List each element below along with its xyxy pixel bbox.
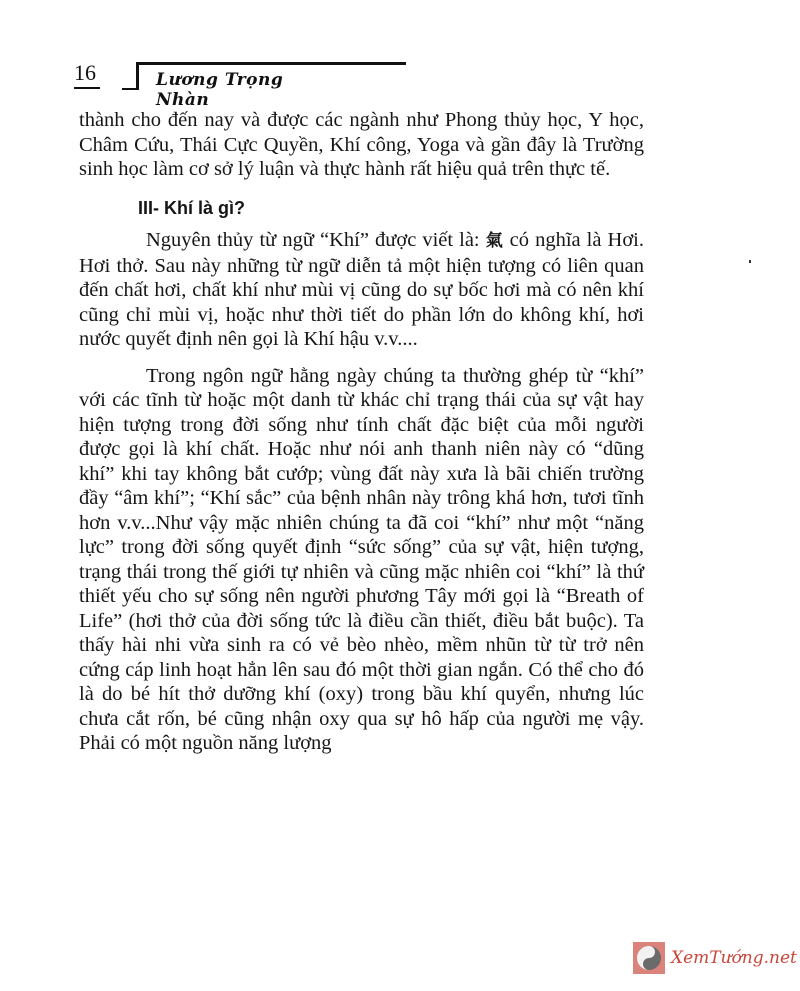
- watermark-logo: [633, 940, 797, 976]
- header-rule-bottom: [122, 88, 136, 90]
- chinese-character-khi: 氣: [485, 231, 504, 251]
- scan-speck: [749, 260, 751, 263]
- header-rule-top: [136, 62, 406, 65]
- header-rule-vertical: [136, 64, 139, 90]
- page-header: [74, 52, 334, 110]
- paragraph-text: có nghĩa là Hơi. Hơi thở. Sau này những từ ngữ diễn tả một hiện tượng có liên quan đến chất hơi, chất khí như mùi vị cũng do sự bốc hơi mà có nên khí cũng chỉ mùi vị, hoặc như thời tiết do phần lớn do không khí, hơi nước quyết định nên gọi là Khí hậu v.v....: [79, 229, 644, 350]
- page-body: [79, 108, 644, 756]
- section-heading: III- Khí là gì?: [138, 197, 245, 218]
- paragraph-continuation: thành cho đến nay và được các ngành như Phong thủy học, Y học, Châm Cứu, Thái Cực Quyền, Khí công, Yoga và gần đây là Trường sinh học làm cơ sở lý luận và thực hành rất hiệu quả trên thực tế.: [79, 109, 644, 180]
- paragraph-khi-origin: [79, 228, 644, 352]
- watermark-text: XemTướng.net: [671, 948, 797, 968]
- page-number-underline: [74, 87, 100, 89]
- page-number: 16: [74, 60, 96, 85]
- running-head-author: Lương Trọng Nhàn: [156, 70, 284, 110]
- paragraph-text: Nguyên thủy từ ngữ “Khí” được viết là:: [146, 229, 486, 251]
- yin-yang-icon: [633, 942, 665, 974]
- paragraph-khi-usage: Trong ngôn ngữ hằng ngày chúng ta thường ghép từ “khí” với các tĩnh từ hoặc một danh từ khác chỉ trạng thái của sự vật hay hiện tượng trong đời sống như tính chất đặc biệt của mỗi người được gọi là khí chất. Hoặc như nói anh thanh niên này có “dũng khí” khi tay không bắt cướp; vùng đất này xưa là bãi chiến trường đầy “âm khí”; “Khí sắc” của bệnh nhân này trông khá hơn, tươi tĩnh hơn v.v...Như vậy mặc nhiên chúng ta đã coi “khí” như một “năng lực” trong đời sống quyết định “sức sống” của sự vật, hiện tượng, trạng thái trong thế giới tự nhiên và cũng mặc nhiên coi “khí” là thứ thiết yếu cho sự sống nên người phương Tây mới gọi là “Breath of Life” (hơi thở của đời sống tức là điều cần thiết, điều bắt buộc). Ta thấy hài nhi vừa sinh ra có vẻ bèo nhèo, mềm nhũn từ từ trở nên cứng cáp linh hoạt hẳn lên sau đó một thời gian ngắn. Có thể cho đó là do bé hít thở dưỡng khí (oxy) trong bầu khí quyển, nhưng lúc chưa cắt rốn, bé cũng nhận oxy qua sự hô hấp của người mẹ vậy. Phải có một nguồn năng lượng: [79, 364, 644, 754]
